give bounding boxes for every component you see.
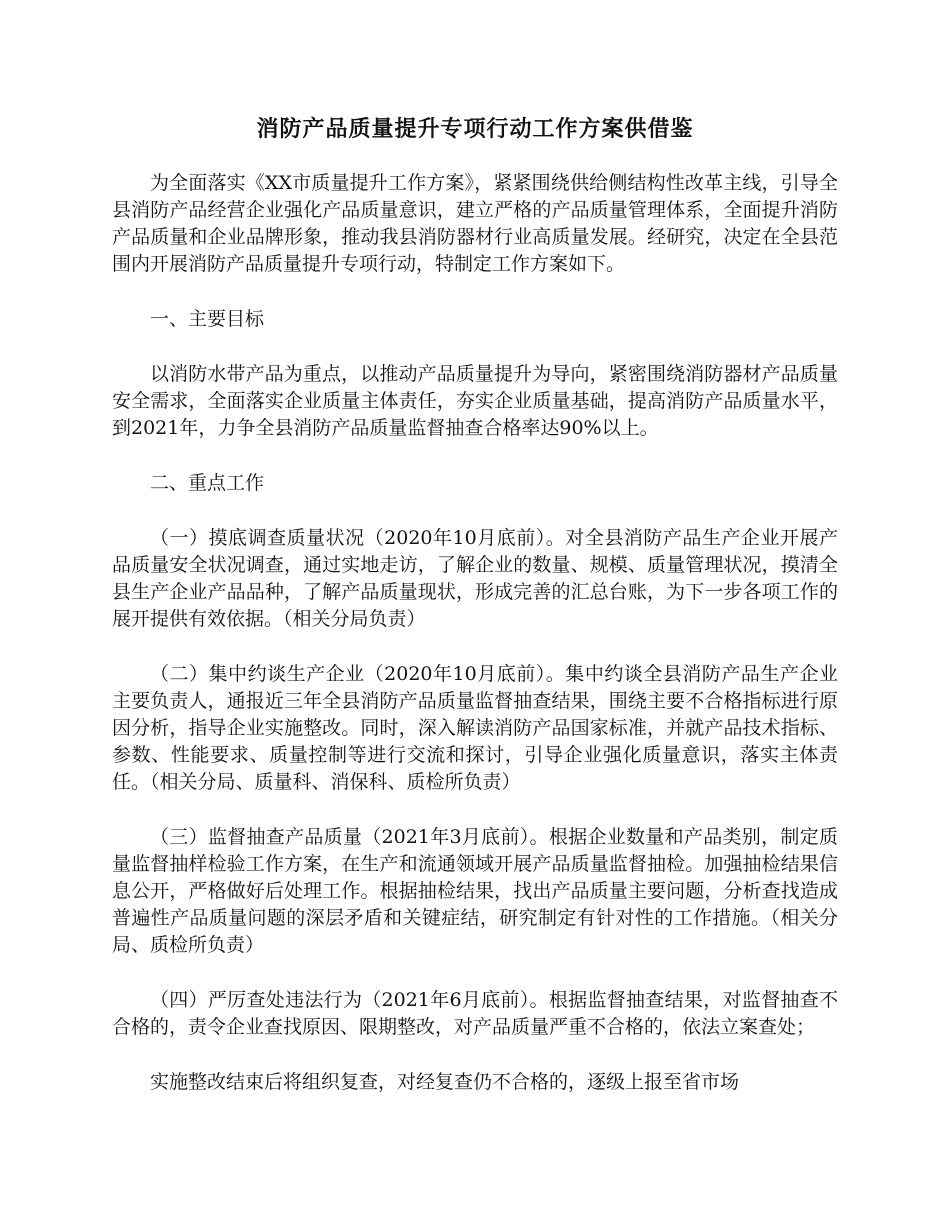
section-heading-main-goals: 一、主要目标 <box>150 308 265 330</box>
continuation-paragraph: 实施整改结束后将组织复查，对经复查仍不合格的，逐级上报至省市场 <box>150 1071 740 1093</box>
intro-paragraph: 为全面落实《XX市质量提升工作方案》，紧紧围绕供给侧结构性改革主线，引导全县消防产品经营企业强化产品质量意识，建立严格的产品质量管理体系，全面提升消防产品质量和企业品牌形象，推动我县消防器材行业高质量发展。经研究，决定在全县范围内开展消防产品质量提升专项行动，特制定工作方案如下。 <box>112 172 838 275</box>
key-work-item-1: （一）摸底调查质量状况（2020年10月底前）。对全县消防产品生产企业开展产品质量安全状况调查，通过实地走访，了解企业的数量、规模、质量管理状况，摸清全县生产企业产品品种，了解产品质量现状，形成完善的汇总台账，为下一步各项工作的展开提供有效依据。（相关分局负责） <box>112 527 838 630</box>
main-goals-paragraph: 以消防水带产品为重点，以推动产品质量提升为导向，紧密围绕消防器材产品质量安全需求，全面落实企业质量主体责任，夯实企业质量基础，提高消防产品质量水平，到2021年，力争全县消防产品质量监督抽查合格率达90%以上。 <box>112 363 838 439</box>
key-work-item-4: （四）严厉查处违法行为（2021年6月底前）。根据监督抽查结果，对监督抽查不合格的，责令企业查找原因、限期整改，对产品质量严重不合格的，依法立案查处； <box>112 989 838 1038</box>
section-heading-key-work: 二、重点工作 <box>150 472 265 494</box>
key-work-item-3: （三）监督抽查产品质量（2021年3月底前）。根据企业数量和产品类别，制定质量监督抽样检验工作方案，在生产和流通领域开展产品质量监督抽检。加强抽检结果信息公开，严格做好后处理工作。根据抽检结果，找出产品质量主要问题，分析查找造成普遍性产品质量问题的深层矛盾和关键症结，研究制定有针对性的工作措施。（相关分局、质检所负责） <box>112 826 838 956</box>
key-work-item-2: （二）集中约谈生产企业（2020年10月底前）。集中约谈全县消防产品生产企业主要负责人，通报近三年全县消防产品质量监督抽查结果，围绕主要不合格指标进行原因分析，指导企业实施整改。同时，深入解读消防产品国家标准，并就产品技术指标、参数、性能要求、质量控制等进行交流和探讨，引导企业强化质量意识，落实主体责任。（相关分局、质量科、消保科、质检所负责） <box>112 663 838 793</box>
document-title: 消防产品质量提升专项行动工作方案供借鉴 <box>256 116 694 142</box>
